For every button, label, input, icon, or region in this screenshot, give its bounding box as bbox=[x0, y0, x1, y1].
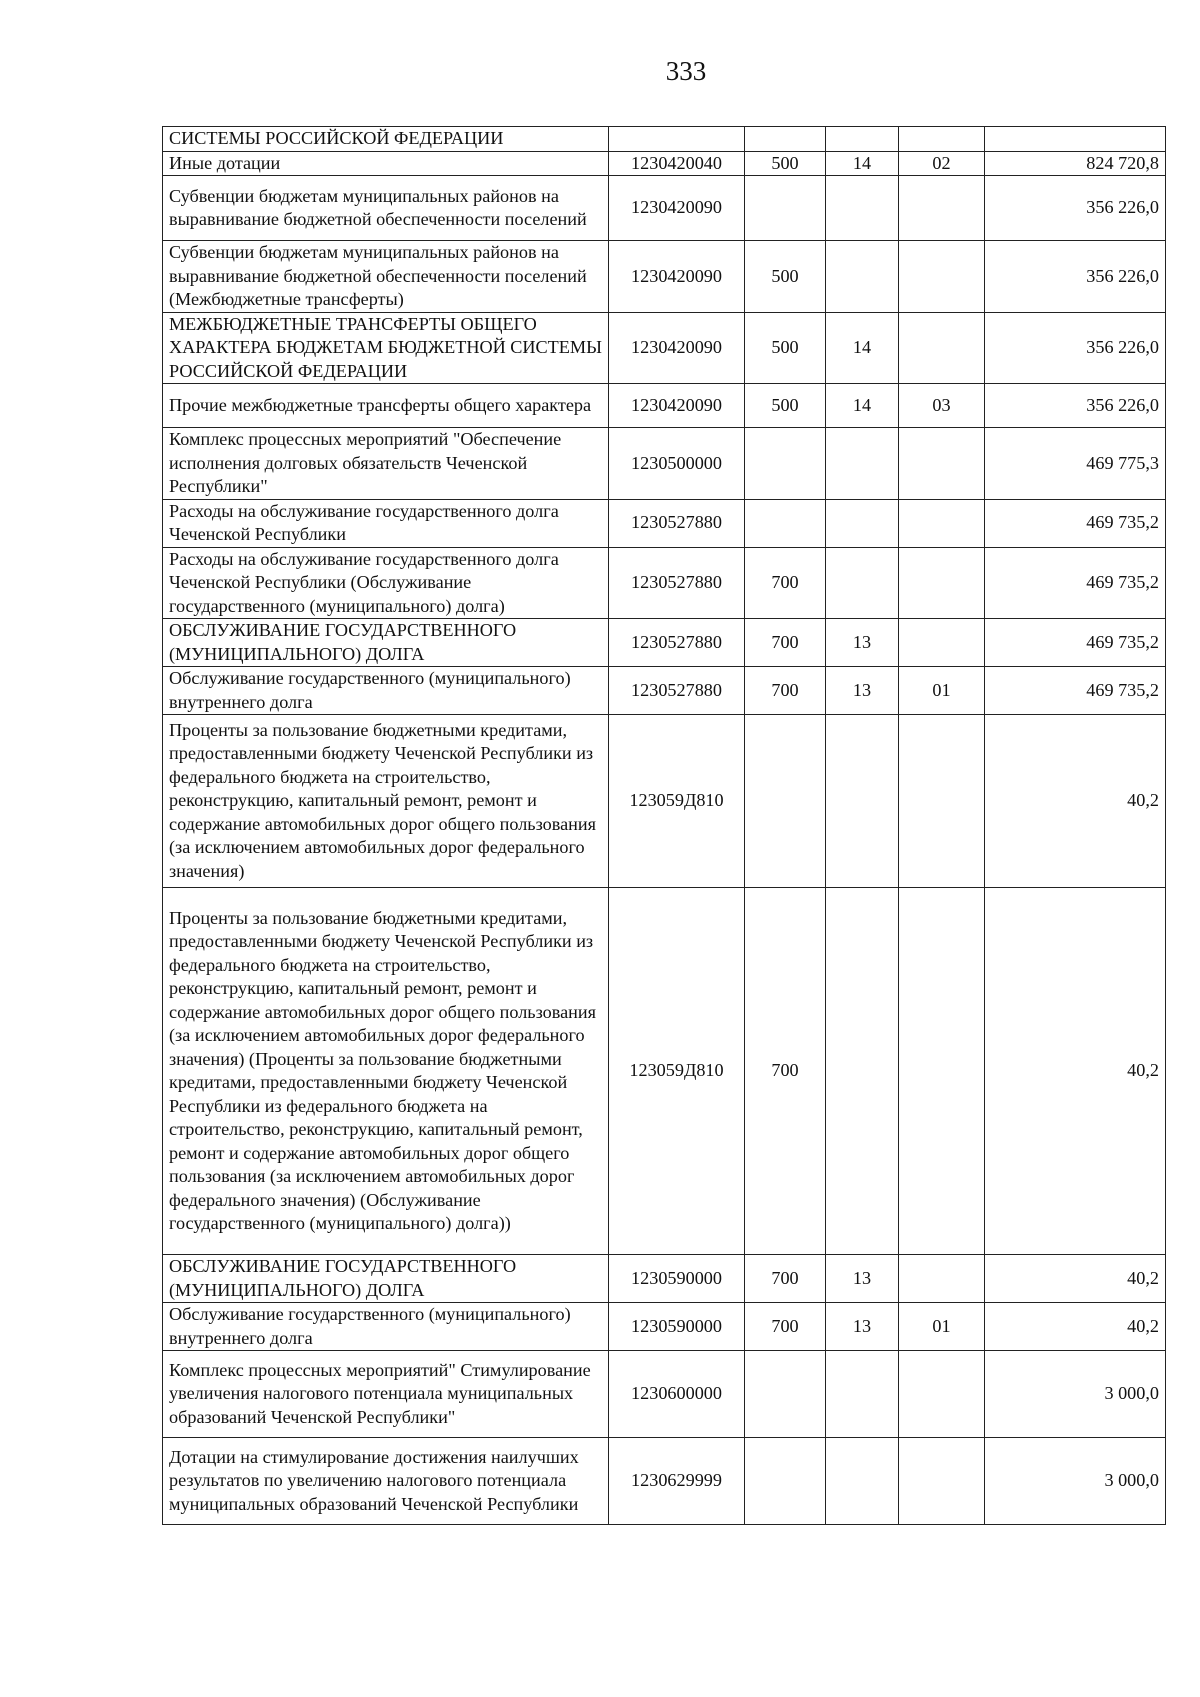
amount: 356 226,0 bbox=[985, 384, 1166, 428]
item-name: Комплекс процессных мероприятий "Обеспечение исполнения долговых обязательств Чеченской Республики" bbox=[163, 428, 609, 500]
amount: 469 735,2 bbox=[985, 499, 1166, 547]
table-row bbox=[163, 1351, 1166, 1438]
table-row bbox=[163, 667, 1166, 715]
amount: 40,2 bbox=[985, 715, 1166, 888]
expense-type-code bbox=[745, 1351, 826, 1438]
target-article-code: 1230590000 bbox=[609, 1303, 745, 1351]
subsection-code: 02 bbox=[899, 151, 985, 176]
amount: 356 226,0 bbox=[985, 176, 1166, 241]
amount: 469 735,2 bbox=[985, 547, 1166, 619]
section-code: 14 bbox=[826, 151, 899, 176]
expense-type-code: 700 bbox=[745, 1255, 826, 1303]
expense-type-code: 700 bbox=[745, 888, 826, 1255]
table-row bbox=[163, 547, 1166, 619]
section-code: 14 bbox=[826, 312, 899, 384]
target-article-code: 1230629999 bbox=[609, 1438, 745, 1525]
expense-type-code: 500 bbox=[745, 151, 826, 176]
section-code: 13 bbox=[826, 1255, 899, 1303]
item-name: Расходы на обслуживание государственного долга Чеченской Республики (Обслуживание государственного (муниципального) долга) bbox=[163, 547, 609, 619]
expense-type-code bbox=[745, 428, 826, 500]
subsection-code bbox=[899, 428, 985, 500]
target-article-code bbox=[609, 127, 745, 152]
target-article-code: 1230527880 bbox=[609, 499, 745, 547]
item-name: МЕЖБЮДЖЕТНЫЕ ТРАНСФЕРТЫ ОБЩЕГО ХАРАКТЕРА БЮДЖЕТАМ БЮДЖЕТНОЙ СИСТЕМЫ РОССИЙСКОЙ ФЕДЕРАЦИИ bbox=[163, 312, 609, 384]
table-row bbox=[163, 151, 1166, 176]
amount: 824 720,8 bbox=[985, 151, 1166, 176]
expense-type-code: 700 bbox=[745, 547, 826, 619]
subsection-code bbox=[899, 241, 985, 313]
item-name: Расходы на обслуживание государственного долга Чеченской Республики bbox=[163, 499, 609, 547]
subsection-code bbox=[899, 888, 985, 1255]
item-name: Обслуживание государственного (муниципального) внутреннего долга bbox=[163, 667, 609, 715]
expense-type-code: 500 bbox=[745, 241, 826, 313]
subsection-code bbox=[899, 1438, 985, 1525]
amount: 40,2 bbox=[985, 888, 1166, 1255]
item-name: Проценты за пользование бюджетными кредитами, предоставленными бюджету Чеченской Республики из федерального бюджета на строительство, реконструкцию, капитальный ремонт, ремонт и содержание автомобильных дорог общего пользования (за исключением автомобильных дорог федерального значения) (Проценты за пользование бюджетными кредитами, предоставленными бюджету Чеченской Республики из федерального бюджета на строительство, реконструкцию, капитальный ремонт, ремонт и содержание автомобильных дорог общего пользования (за исключением автомобильных дорог федерального значения) (Обслуживание государственного (муниципального) долга)) bbox=[163, 888, 609, 1255]
expense-type-code: 500 bbox=[745, 312, 826, 384]
amount: 356 226,0 bbox=[985, 241, 1166, 313]
item-name: Субвенции бюджетам муниципальных районов на выравнивание бюджетной обеспеченности поселений bbox=[163, 176, 609, 241]
table-row bbox=[163, 384, 1166, 428]
target-article-code: 1230527880 bbox=[609, 667, 745, 715]
item-name: Иные дотации bbox=[163, 151, 609, 176]
expense-type-code bbox=[745, 176, 826, 241]
amount: 469 775,3 bbox=[985, 428, 1166, 500]
target-article-code: 1230600000 bbox=[609, 1351, 745, 1438]
section-code bbox=[826, 547, 899, 619]
section-code: 13 bbox=[826, 667, 899, 715]
amount: 3 000,0 bbox=[985, 1438, 1166, 1525]
table-row bbox=[163, 715, 1166, 888]
section-code bbox=[826, 1438, 899, 1525]
table-row bbox=[163, 888, 1166, 1255]
section-code bbox=[826, 428, 899, 500]
subsection-code bbox=[899, 127, 985, 152]
subsection-code: 01 bbox=[899, 667, 985, 715]
section-code: 13 bbox=[826, 619, 899, 667]
section-code bbox=[826, 176, 899, 241]
table-row bbox=[163, 1438, 1166, 1525]
target-article-code: 1230500000 bbox=[609, 428, 745, 500]
subsection-code bbox=[899, 176, 985, 241]
target-article-code: 1230420090 bbox=[609, 176, 745, 241]
item-name: ОБСЛУЖИВАНИЕ ГОСУДАРСТВЕННОГО (МУНИЦИПАЛЬНОГО) ДОЛГА bbox=[163, 1255, 609, 1303]
item-name: Проценты за пользование бюджетными кредитами, предоставленными бюджету Чеченской Республики из федерального бюджета на строительство, реконструкцию, капитальный ремонт, ремонт и содержание автомобильных дорог общего пользования (за исключением автомобильных дорог федерального значения) bbox=[163, 715, 609, 888]
target-article-code: 1230527880 bbox=[609, 547, 745, 619]
table-row bbox=[163, 428, 1166, 500]
item-name: Прочие межбюджетные трансферты общего характера bbox=[163, 384, 609, 428]
expense-type-code bbox=[745, 127, 826, 152]
section-code: 13 bbox=[826, 1303, 899, 1351]
item-name: Субвенции бюджетам муниципальных районов на выравнивание бюджетной обеспеченности поселений (Межбюджетные трансферты) bbox=[163, 241, 609, 313]
section-code: 14 bbox=[826, 384, 899, 428]
expense-type-code bbox=[745, 715, 826, 888]
target-article-code: 1230420090 bbox=[609, 241, 745, 313]
budget-table bbox=[162, 126, 1166, 1525]
amount: 469 735,2 bbox=[985, 667, 1166, 715]
amount: 469 735,2 bbox=[985, 619, 1166, 667]
amount: 40,2 bbox=[985, 1303, 1166, 1351]
target-article-code: 1230420090 bbox=[609, 384, 745, 428]
table-row bbox=[163, 619, 1166, 667]
table-row bbox=[163, 499, 1166, 547]
subsection-code bbox=[899, 312, 985, 384]
target-article-code: 1230420040 bbox=[609, 151, 745, 176]
target-article-code: 123059Д810 bbox=[609, 715, 745, 888]
subsection-code bbox=[899, 619, 985, 667]
subsection-code bbox=[899, 547, 985, 619]
item-name: ОБСЛУЖИВАНИЕ ГОСУДАРСТВЕННОГО (МУНИЦИПАЛЬНОГО) ДОЛГА bbox=[163, 619, 609, 667]
amount: 40,2 bbox=[985, 1255, 1166, 1303]
section-code bbox=[826, 888, 899, 1255]
table-row bbox=[163, 1255, 1166, 1303]
table-row bbox=[163, 241, 1166, 313]
page-number: 333 bbox=[665, 56, 707, 86]
table-row bbox=[163, 1303, 1166, 1351]
expense-type-code: 700 bbox=[745, 1303, 826, 1351]
item-name: Дотации на стимулирование достижения наилучших результатов по увеличению налогового потенциала муниципальных образований Чеченской Республики bbox=[163, 1438, 609, 1525]
amount: 356 226,0 bbox=[985, 312, 1166, 384]
expense-type-code bbox=[745, 499, 826, 547]
expense-type-code: 500 bbox=[745, 384, 826, 428]
section-code bbox=[826, 715, 899, 888]
target-article-code: 123059Д810 bbox=[609, 888, 745, 1255]
expense-type-code: 700 bbox=[745, 619, 826, 667]
section-code bbox=[826, 241, 899, 313]
subsection-code: 03 bbox=[899, 384, 985, 428]
item-name: Обслуживание государственного (муниципального) внутреннего долга bbox=[163, 1303, 609, 1351]
table-row bbox=[163, 312, 1166, 384]
table-row bbox=[163, 127, 1166, 152]
expense-type-code bbox=[745, 1438, 826, 1525]
table-row bbox=[163, 176, 1166, 241]
section-code bbox=[826, 1351, 899, 1438]
target-article-code: 1230527880 bbox=[609, 619, 745, 667]
subsection-code bbox=[899, 1351, 985, 1438]
subsection-code: 01 bbox=[899, 1303, 985, 1351]
item-name: Комплекс процессных мероприятий" Стимулирование увеличения налогового потенциала муниципальных образований Чеченской Республики" bbox=[163, 1351, 609, 1438]
subsection-code bbox=[899, 715, 985, 888]
subsection-code bbox=[899, 499, 985, 547]
section-code bbox=[826, 127, 899, 152]
expense-type-code: 700 bbox=[745, 667, 826, 715]
section-code bbox=[826, 499, 899, 547]
item-name: СИСТЕМЫ РОССИЙСКОЙ ФЕДЕРАЦИИ bbox=[163, 127, 609, 152]
target-article-code: 1230420090 bbox=[609, 312, 745, 384]
subsection-code bbox=[899, 1255, 985, 1303]
amount: 3 000,0 bbox=[985, 1351, 1166, 1438]
target-article-code: 1230590000 bbox=[609, 1255, 745, 1303]
amount bbox=[985, 127, 1166, 152]
